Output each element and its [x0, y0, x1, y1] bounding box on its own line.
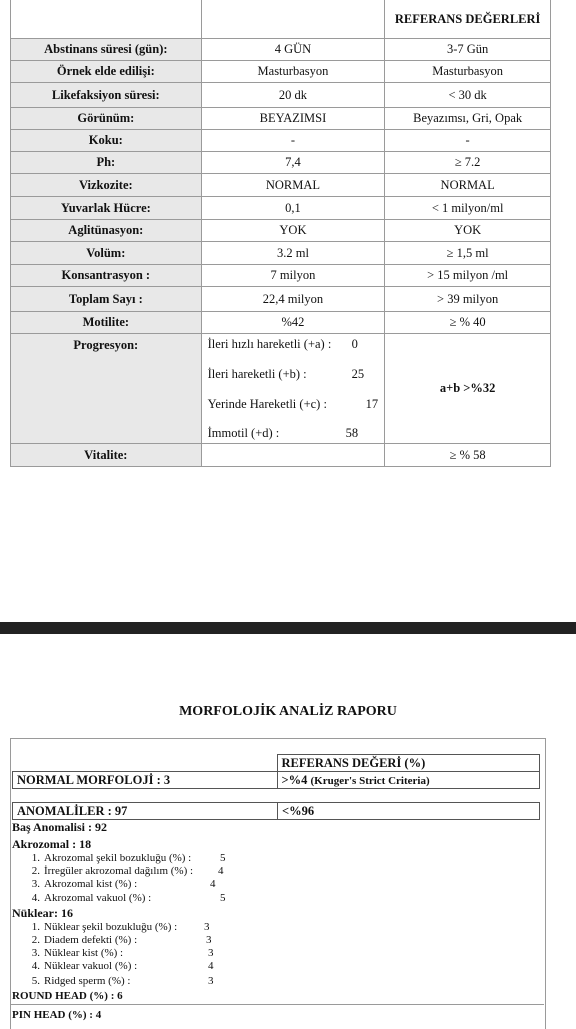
- item-value: 3: [208, 975, 214, 987]
- vitalite-row: [11, 444, 551, 467]
- row-reference: > 15 milyon /ml: [385, 265, 551, 287]
- progresyon-line-value: 17: [365, 397, 379, 411]
- row-reference: Beyazımsı, Gri, Opak: [385, 108, 551, 130]
- table-row: [11, 108, 551, 130]
- progresyon-line: [208, 337, 378, 352]
- row-label: Toplam Sayı :: [11, 287, 202, 312]
- row-result: -: [201, 130, 385, 152]
- item-text: Nüklear vakuol (%) :: [44, 960, 138, 972]
- item-number: 4.: [31, 892, 40, 904]
- item-text: Akrozomal kist (%) :: [44, 878, 138, 890]
- progresyon-line-value: 0: [351, 337, 358, 351]
- normal-ref-note: (Kruger's Strict Criteria): [310, 774, 430, 787]
- table-row: [11, 83, 551, 108]
- item-value: 5: [220, 892, 226, 904]
- normal-morphology-label: NORMAL MORFOLOJİ : 3: [13, 772, 278, 789]
- round-head: ROUND HEAD (%) : 6: [12, 990, 123, 1002]
- item-text: Nüklear kist (%) :: [44, 947, 124, 959]
- row-result: 22,4 milyon: [201, 287, 385, 312]
- table-row: [11, 130, 551, 152]
- progresyon-result: [201, 334, 385, 444]
- item-number: 1.: [31, 921, 40, 933]
- table-row: [11, 242, 551, 265]
- row-label: Likefaksiyon süresi:: [11, 83, 202, 108]
- row-label: Örnek elde edilişi:: [11, 61, 202, 83]
- row-label: Konsantrasyon :: [11, 265, 202, 287]
- akrozomal-label: Akrozomal : 18: [12, 837, 92, 851]
- table-row: [11, 312, 551, 334]
- table-row: [11, 61, 551, 83]
- item-text: Akrozomal vakuol (%) :: [44, 892, 152, 904]
- item-number: 3.: [31, 878, 40, 890]
- table-row: [11, 220, 551, 242]
- item-value: 3: [206, 934, 212, 946]
- item-value: 4: [208, 960, 214, 972]
- normal-morphology-ref: [277, 772, 540, 789]
- row-label: Görünüm:: [11, 108, 202, 130]
- progresyon-line-text: İleri hareketli (+b) :: [207, 367, 307, 381]
- row-reference: -: [385, 130, 551, 152]
- morphology-ref-header: REFERANS DEĞERİ (%): [277, 755, 540, 772]
- item-number: 3.: [31, 947, 40, 959]
- table-row: [11, 265, 551, 287]
- row-result: YOK: [201, 220, 385, 242]
- divider: [10, 1004, 544, 1005]
- progresyon-line-text: İleri hızlı hareketli (+a) :: [207, 337, 332, 351]
- row-reference: ≥ % 40: [385, 312, 551, 334]
- row-label: Abstinans süresi (gün):: [11, 39, 202, 61]
- row-reference: ≥ 1,5 ml: [385, 242, 551, 265]
- item-number: 2.: [31, 934, 40, 946]
- normal-morphology-table: [12, 754, 540, 789]
- row-result: NORMAL: [201, 174, 385, 197]
- item-text: Akrozomal şekil bozukluğu (%) :: [44, 852, 192, 864]
- progresyon-row: [11, 334, 551, 444]
- row-reference: 3-7 Gün: [385, 39, 551, 61]
- row-result: BEYAZIMSI: [201, 108, 385, 130]
- row-reference: < 30 dk: [385, 83, 551, 108]
- row-label: Motilite:: [11, 312, 202, 334]
- semen-analysis-table: [10, 0, 551, 467]
- item-text: Nüklear şekil bozukluğu (%) :: [44, 921, 178, 933]
- row-result: 0,1: [201, 197, 385, 220]
- row-label: Ph:: [11, 152, 202, 174]
- row-result: 7,4: [201, 152, 385, 174]
- row-reference: YOK: [385, 220, 551, 242]
- row-label: Progresyon:: [11, 334, 202, 444]
- row-result: 4 GÜN: [201, 39, 385, 61]
- progresyon-line: [208, 367, 378, 382]
- bas-anomalisi: Baş Anomalisi : 92: [12, 820, 108, 834]
- row-result: [201, 444, 385, 467]
- row-result: 7 milyon: [201, 265, 385, 287]
- progresyon-line-text: Yerinde Hareketli (+c) :: [207, 397, 327, 411]
- item-number: 1.: [31, 852, 40, 864]
- progresyon-reference: a+b >%32: [385, 334, 551, 444]
- item-value: 5: [220, 852, 226, 864]
- pin-head: PIN HEAD (%) : 4: [12, 1009, 102, 1021]
- row-reference: > 39 milyon: [385, 287, 551, 312]
- row-reference: Masturbasyon: [385, 61, 551, 83]
- item-value: 4: [218, 865, 224, 877]
- row-result: 20 dk: [201, 83, 385, 108]
- item-value: 3: [208, 947, 214, 959]
- progresyon-line: [208, 426, 378, 441]
- table-row: [11, 197, 551, 220]
- row-result: %42: [201, 312, 385, 334]
- row-reference: ≥ % 58: [385, 444, 551, 467]
- item-number: 2.: [31, 865, 40, 877]
- row-result: 3.2 ml: [201, 242, 385, 265]
- progresyon-line-value: 25: [351, 367, 365, 381]
- reference-header: REFERANS DEĞERLERİ: [385, 0, 551, 39]
- item-text: İrregüler akrozomal dağılım (%) :: [44, 865, 194, 877]
- row-label: Yuvarlak Hücre:: [11, 197, 202, 220]
- row-label: Koku:: [11, 130, 202, 152]
- header-blank-result: [201, 0, 385, 39]
- table-row: [11, 174, 551, 197]
- row-reference: NORMAL: [385, 174, 551, 197]
- nuklear-label: Nüklear: 16: [12, 906, 73, 920]
- table-row: [11, 39, 551, 61]
- item-number: 5.: [31, 975, 40, 987]
- progresyon-line-text: İmmotil (+d) :: [207, 426, 280, 440]
- progresyon-line-value: 58: [345, 426, 359, 440]
- item-text: Ridged sperm (%) :: [44, 975, 131, 987]
- normal-ref-value: >%4: [281, 772, 308, 787]
- table-row: [11, 152, 551, 174]
- header-blank-label: [11, 0, 202, 39]
- table-row: [11, 287, 551, 312]
- item-text: Diadem defekti (%) :: [44, 934, 138, 946]
- row-label: Vitalite:: [11, 444, 202, 467]
- item-value: 4: [210, 878, 216, 890]
- page-separator: [0, 622, 576, 634]
- row-reference: < 1 milyon/ml: [385, 197, 551, 220]
- row-reference: ≥ 7.2: [385, 152, 551, 174]
- morphology-title: MORFOLOJİK ANALİZ RAPORU: [179, 704, 397, 719]
- progresyon-line: [208, 397, 378, 412]
- row-result: Masturbasyon: [201, 61, 385, 83]
- blank-cell: [13, 755, 278, 772]
- anomalies-label: ANOMALİLER : 97: [13, 803, 278, 820]
- item-value: 3: [204, 921, 210, 933]
- row-label: Vizkozite:: [11, 174, 202, 197]
- anomalies-table: [12, 802, 540, 820]
- row-label: Aglitünasyon:: [11, 220, 202, 242]
- anomalies-ref: <%96: [278, 803, 540, 820]
- item-number: 4.: [31, 960, 40, 972]
- row-label: Volüm:: [11, 242, 202, 265]
